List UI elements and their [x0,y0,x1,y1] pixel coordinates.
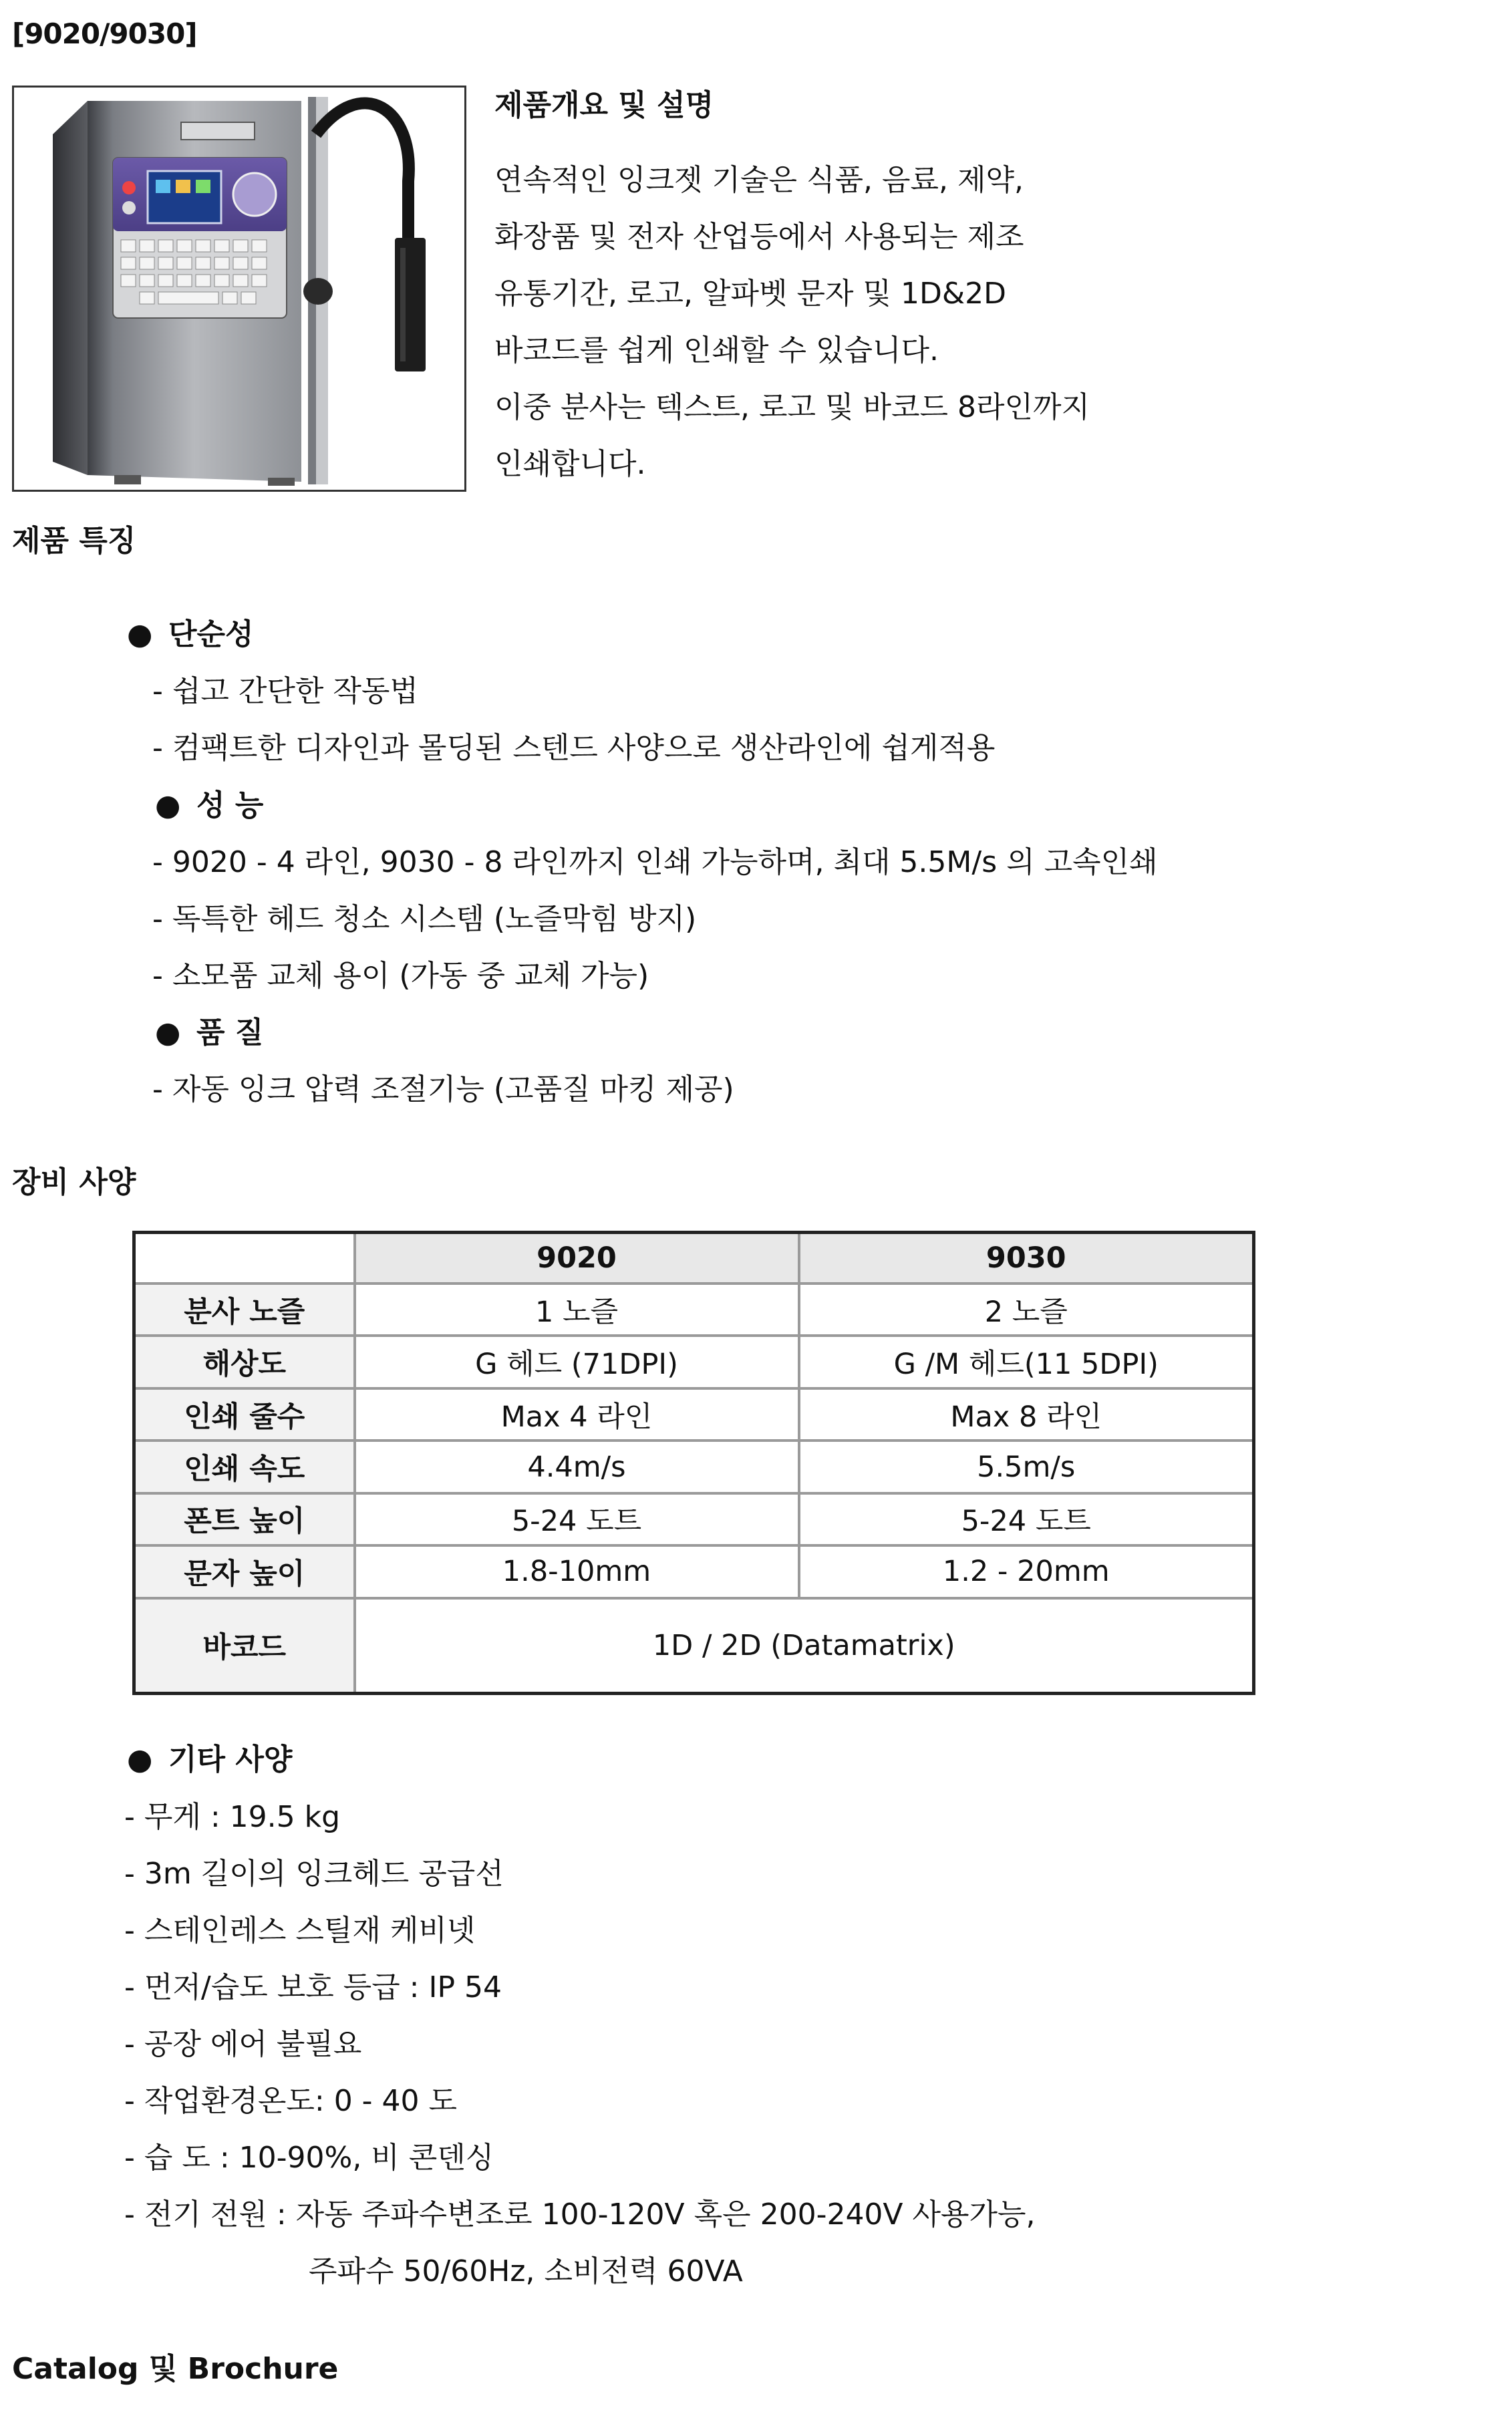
overview-line: 화장품 및 전자 산업등에서 사용되는 제조 [494,220,1024,254]
overview-line: 유통기간, 로고, 알파벳 문자 및 1D&2D [494,277,1007,311]
table-header-row [134,1233,1254,1283]
model-label: [9020/9030] [12,17,197,50]
table-cell: Max 8 라인 [799,1388,1254,1441]
spec-item: - 습 도 : 10-90%, 비 콘덴싱 [124,2141,494,2175]
feature-item: - 쉽고 간단한 작동법 [152,674,418,708]
table-row [134,1441,1254,1493]
column-header-9020: 9020 [355,1233,799,1283]
feature-item: - 컴팩트한 디자인과 몰딩된 스텐드 사양으로 생산라인에 쉽게적용 [152,731,996,765]
features-title: 제품 특징 [12,524,136,558]
table-cell: 4.4m/s [355,1441,799,1493]
table-corner-cell [134,1233,355,1283]
inkjet-printer-image [14,88,464,490]
feature-item: - 자동 잉크 압력 조절기능 (고품질 마킹 제공) [152,1072,734,1106]
table-cell-merged: 1D / 2D (Datamatrix) [355,1598,1254,1694]
row-label: 문자 높이 [134,1545,355,1598]
overview-line: 연속적인 잉크젯 기술은 식품, 음료, 제약, [494,163,1024,197]
spec-item: - 스테인레스 스틸재 케비넷 [124,1914,476,1948]
table-row [134,1545,1254,1598]
table-cell: 5-24 도트 [799,1493,1254,1545]
product-photo [12,86,466,492]
row-label: 바코드 [134,1598,355,1694]
table-cell: 1.8-10mm [355,1545,799,1598]
other-specs-title: 기타 사양 [168,1743,293,1777]
quality-title: 품 질 [196,1016,264,1050]
table-cell: 5-24 도트 [355,1493,799,1545]
bullet-icon: ● [127,1743,153,1777]
row-label: 폰트 높이 [134,1493,355,1545]
spec-item-continuation: 주파수 50/60Hz, 소비전력 60VA [309,2254,743,2288]
simplicity-title: 단순성 [168,617,254,651]
table-cell: 5.5m/s [799,1441,1254,1493]
table-cell: G /M 헤드(11 5DPI) [799,1336,1254,1388]
bullet-icon: ● [155,788,181,822]
spec-table [132,1231,1255,1695]
table-row [134,1493,1254,1545]
bullet-icon: ● [155,1016,181,1050]
feature-item: - 9020 - 4 라인, 9030 - 8 라인까지 인쇄 가능하며, 최대 5.5M/s 의 고속인쇄 [152,845,1158,879]
table-row [134,1336,1254,1388]
row-label: 해상도 [134,1336,355,1388]
row-label: 인쇄 줄수 [134,1388,355,1441]
column-header-9030: 9030 [799,1233,1254,1283]
overview-title: 제품개요 및 설명 [494,88,714,122]
spec-item: - 무게 : 19.5 kg [124,1800,341,1834]
spec-item: - 공장 에어 불필요 [124,2027,362,2061]
spec-item: - 3m 길이의 잉크헤드 공급선 [124,1857,504,1891]
catalog-brochure-heading: Catalog 및 Brochure [12,2352,339,2386]
table-cell: G 헤드 (71DPI) [355,1336,799,1388]
overview-line: 인쇄합니다. [494,447,646,481]
row-label: 분사 노즐 [134,1283,355,1336]
table-row [134,1283,1254,1336]
table-cell: Max 4 라인 [355,1388,799,1441]
table-row [134,1388,1254,1441]
spec-item: - 전기 전원 : 자동 주파수변조로 100-120V 혹은 200-240V 사용가능, [124,2198,1036,2232]
spec-item: - 작업환경온도: 0 - 40 도 [124,2084,458,2118]
table-cell: 1 노즐 [355,1283,799,1336]
table-cell: 2 노즐 [799,1283,1254,1336]
spec-item: - 먼저/습도 보호 등급 : IP 54 [124,1970,502,2004]
specs-title: 장비 사양 [12,1165,136,1199]
overview-line: 이중 분사는 텍스트, 로고 및 바코드 8라인까지 [494,390,1090,424]
table-row-barcode [134,1598,1254,1694]
bullet-icon: ● [127,617,153,651]
feature-item: - 독특한 헤드 청소 시스템 (노즐막힘 방지) [152,902,697,936]
performance-title: 성 능 [196,788,264,822]
overview-line: 바코드를 쉽게 인쇄할 수 있습니다. [494,333,939,367]
row-label: 인쇄 속도 [134,1441,355,1493]
table-cell: 1.2 - 20mm [799,1545,1254,1598]
feature-item: - 소모품 교체 용이 (가동 중 교체 가능) [152,959,649,993]
